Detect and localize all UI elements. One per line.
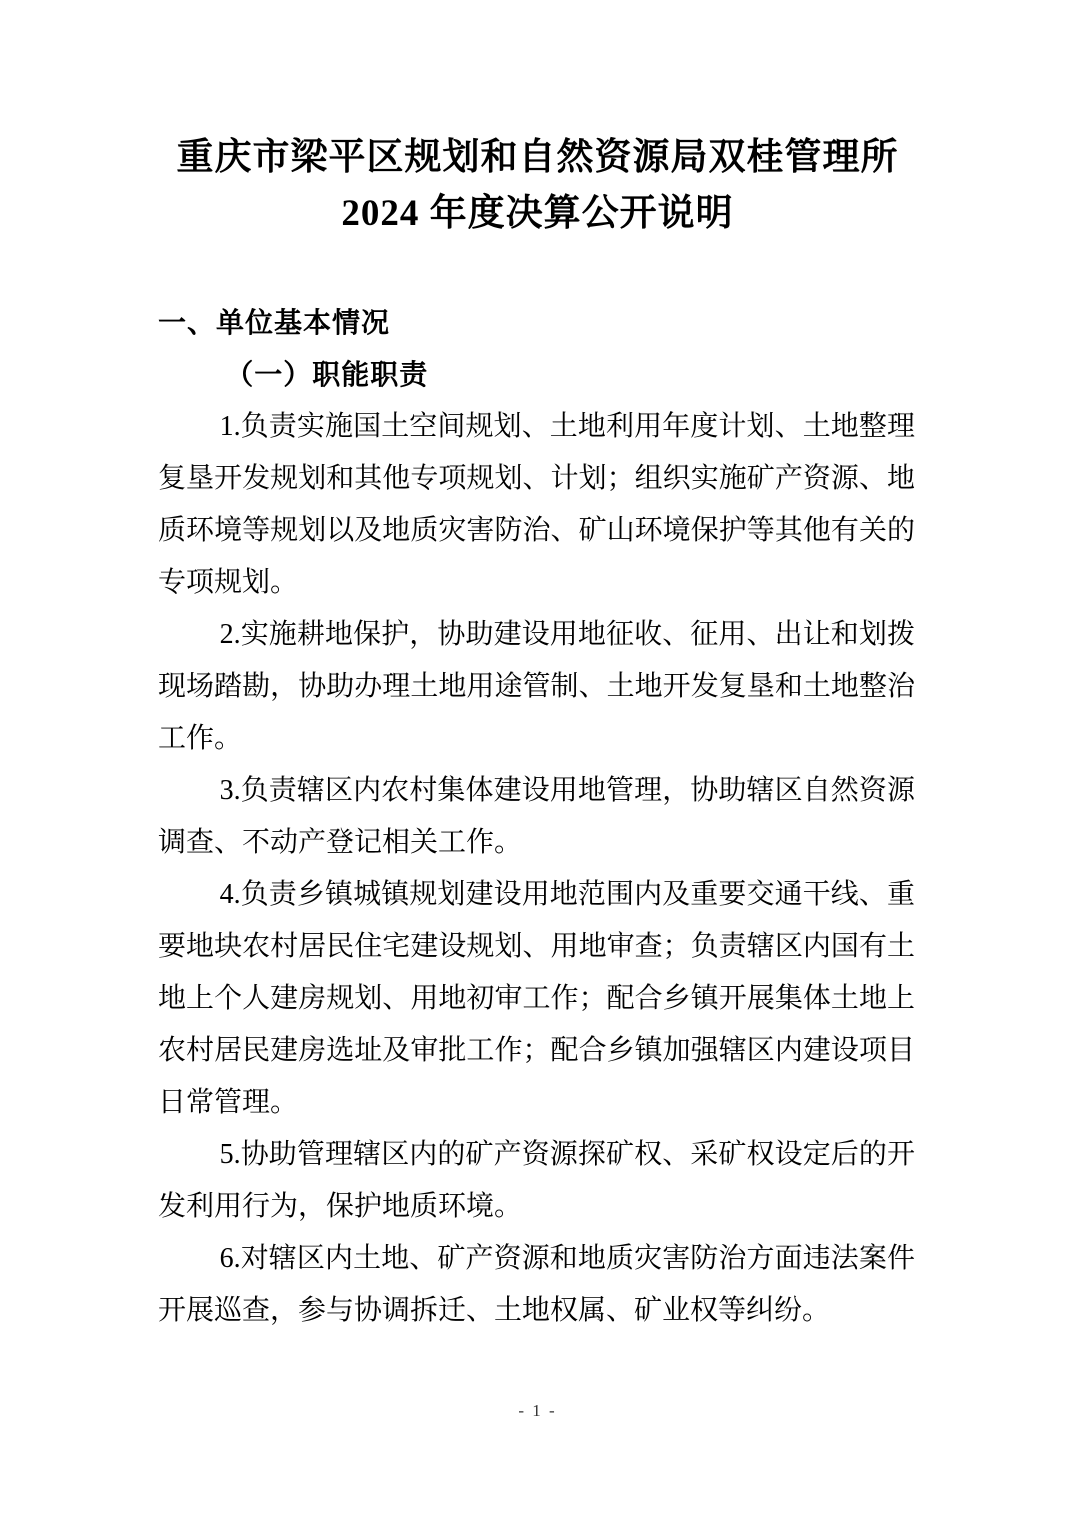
- duty-paragraph-3: 3.负责辖区内农村集体建设用地管理，协助辖区自然资源调查、不动产登记相关工作。: [158, 775, 915, 858]
- duty-paragraph-4: 4.负责乡镇城镇规划建设用地范围内及重要交通干线、重要地块农村居民住宅建设规划、用地审查；负责辖区内国有土地上个人建房规划、用地初审工作；配合乡镇开展集体土地上农村居民建房选址及审批工作；配合乡镇加强辖区内建设项目日常管理。: [158, 879, 915, 1118]
- document-title-line-1: 重庆市梁平区规划和自然资源局双桂管理所: [176, 137, 899, 178]
- subsection-heading-duties: （一）职能职责: [225, 359, 429, 390]
- duty-paragraph-2: 2.实施耕地保护，协助建设用地征收、征用、出让和划拨现场踏勘，协助办理土地用途管制、土地开发复垦和土地整治工作。: [158, 619, 915, 754]
- duty-paragraph-1: 1.负责实施国土空间规划、土地利用年度计划、土地整理复垦开发规划和其他专项规划、计划；组织实施矿产资源、地质环境等规划以及地质灾害防治、矿山环境保护等其他有关的专项规划。: [158, 411, 915, 598]
- document-body: [158, 297, 915, 1337]
- section-heading-unit-basic-info: 一、单位基本情况: [158, 307, 391, 338]
- document-title-line-2: 2024 年度决算公开说明: [341, 193, 734, 234]
- duty-paragraph-5: 5.协助管理辖区内的矿产资源探矿权、采矿权设定后的开发利用行为，保护地质环境。: [158, 1139, 915, 1222]
- duty-paragraph-6: 6.对辖区内土地、矿产资源和地质灾害防治方面违法案件开展巡查，参与协调拆迁、土地权属、矿业权等纠纷。: [158, 1243, 915, 1326]
- page-number: - 1 -: [518, 1401, 557, 1420]
- document-title: [0, 130, 1075, 242]
